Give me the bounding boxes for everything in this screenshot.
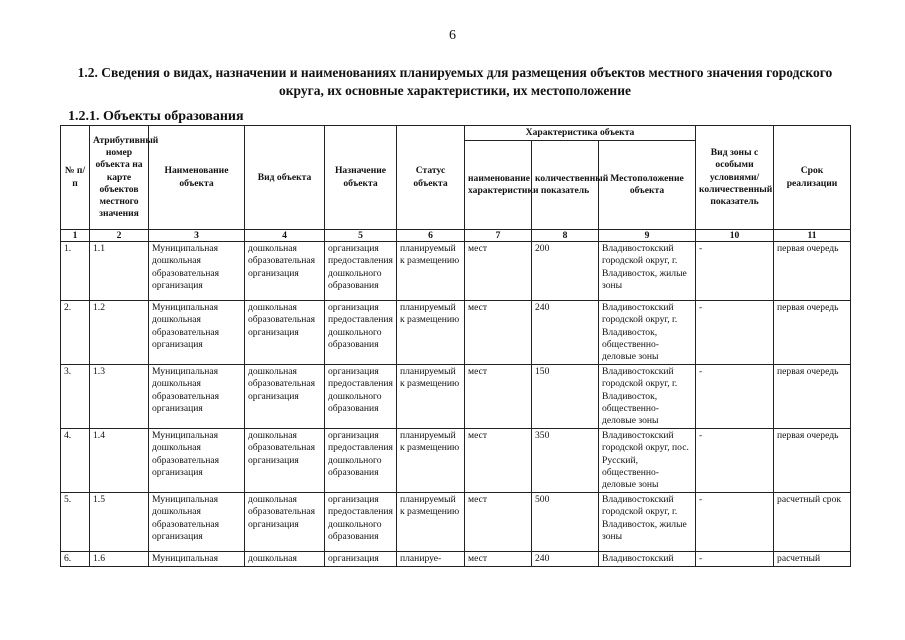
column-number: 8 [532,230,599,242]
cell-purpose: организация предоставления дошкольного образования [325,429,397,493]
cell-term: первая очередь [774,365,851,429]
table-row [61,493,851,552]
cell-char-value: 500 [532,493,599,552]
header-term: Срок реализации [774,126,851,230]
cell-kind: дошкольная образовательная организация [245,429,325,493]
cell-num: 1. [61,242,90,301]
cell-status: планируемый к размещению [397,365,465,429]
column-number: 3 [149,230,245,242]
cell-attr: 1.3 [90,365,149,429]
header-kind: Вид объекта [245,126,325,230]
cell-num: 6. [61,552,90,567]
cell-purpose: организация предоставления дошкольного образования [325,365,397,429]
cell-num: 5. [61,493,90,552]
cell-num: 4. [61,429,90,493]
table-row [61,242,851,301]
cell-zone: - [696,365,774,429]
header-char-name: наименование характеристики [465,141,532,230]
cell-purpose: организация предоставления дошкольного образования [325,242,397,301]
cell-zone: - [696,242,774,301]
header-zone: Вид зоны с особыми условиями/ количественный показатель [696,126,774,230]
cell-char-value: 240 [532,301,599,365]
table-row [61,365,851,429]
header-purpose: Назначение объекта [325,126,397,230]
table-row [61,429,851,493]
cell-char-name: мест [465,301,532,365]
cell-term: первая очередь [774,242,851,301]
objects-table [60,125,851,567]
column-number: 10 [696,230,774,242]
cell-char-value: 350 [532,429,599,493]
column-number: 1 [61,230,90,242]
cell-attr: 1.6 [90,552,149,567]
cell-char-value: 200 [532,242,599,301]
cell-kind: дошкольная образовательная организация [245,365,325,429]
cell-location: Владивостокский городской округ, пос. Русский, общественно-деловые зоны [599,429,696,493]
cell-location: Владивостокский городской округ, г. Владивосток, общественно-деловые зоны [599,301,696,365]
cell-purpose: организация предоставления дошкольного образования [325,301,397,365]
cell-location: Владивостокский [599,552,696,567]
cell-location: Владивостокский городской округ, г. Владивосток, жилые зоны [599,242,696,301]
cell-attr: 1.5 [90,493,149,552]
cell-term: расчетный срок [774,493,851,552]
cell-num: 3. [61,365,90,429]
section-heading: 1.2. Сведения о видах, назначении и наименованиях планируемых для размещения объектов местного значения городского округа, их основные характеристики, их местоположение [77,65,833,98]
cell-name: Муниципальная дошкольная образовательная организация [149,365,245,429]
cell-zone: - [696,301,774,365]
cell-term: расчетный [774,552,851,567]
cell-zone: - [696,493,774,552]
page-number: 6 [449,28,456,43]
cell-status: планируе- [397,552,465,567]
cell-char-name: мест [465,242,532,301]
cell-term: первая очередь [774,301,851,365]
cell-attr: 1.4 [90,429,149,493]
cell-char-value: 150 [532,365,599,429]
cell-char-name: мест [465,429,532,493]
header-attr-num: Атрибутивный номер объекта на карте объектов местного значения [90,126,149,230]
header-status: Статус объекта [397,126,465,230]
cell-location: Владивостокский городской округ, г. Владивосток, общественно-деловые зоны [599,365,696,429]
cell-zone: - [696,429,774,493]
table-row [61,552,851,567]
subsection-heading: 1.2.1. Объекты образования [68,109,244,124]
cell-status: планируемый к размещению [397,301,465,365]
cell-char-name: мест [465,552,532,567]
cell-status: планируемый к размещению [397,242,465,301]
cell-kind: дошкольная образовательная организация [245,301,325,365]
table-row [61,301,851,365]
header-num: № п/п [61,126,90,230]
column-number: 4 [245,230,325,242]
cell-char-name: мест [465,365,532,429]
cell-attr: 1.1 [90,242,149,301]
column-number-row [61,230,851,242]
cell-name: Муниципальная [149,552,245,567]
cell-term: первая очередь [774,429,851,493]
column-number: 2 [90,230,149,242]
column-number: 11 [774,230,851,242]
header-name: Наименование объекта [149,126,245,230]
cell-name: Муниципальная дошкольная образовательная организация [149,301,245,365]
cell-kind: дошкольная образовательная организация [245,242,325,301]
cell-kind: дошкольная [245,552,325,567]
cell-kind: дошкольная образовательная организация [245,493,325,552]
column-number: 9 [599,230,696,242]
cell-char-name: мест [465,493,532,552]
cell-purpose: организация [325,552,397,567]
cell-purpose: организация предоставления дошкольного образования [325,493,397,552]
cell-attr: 1.2 [90,301,149,365]
cell-status: планируемый к размещению [397,429,465,493]
cell-location: Владивостокский городской округ, г. Владивосток, жилые зоны [599,493,696,552]
cell-name: Муниципальная дошкольная образовательная организация [149,493,245,552]
cell-status: планируемый к размещению [397,493,465,552]
header-characteristics: Характеристика объекта [465,126,696,141]
column-number: 5 [325,230,397,242]
cell-name: Муниципальная дошкольная образовательная организация [149,242,245,301]
cell-name: Муниципальная дошкольная образовательная организация [149,429,245,493]
column-number: 7 [465,230,532,242]
header-char-value: количественный показатель [532,141,599,230]
cell-char-value: 240 [532,552,599,567]
cell-zone: - [696,552,774,567]
column-number: 6 [397,230,465,242]
cell-num: 2. [61,301,90,365]
header-location: Местоположение объекта [599,141,696,230]
